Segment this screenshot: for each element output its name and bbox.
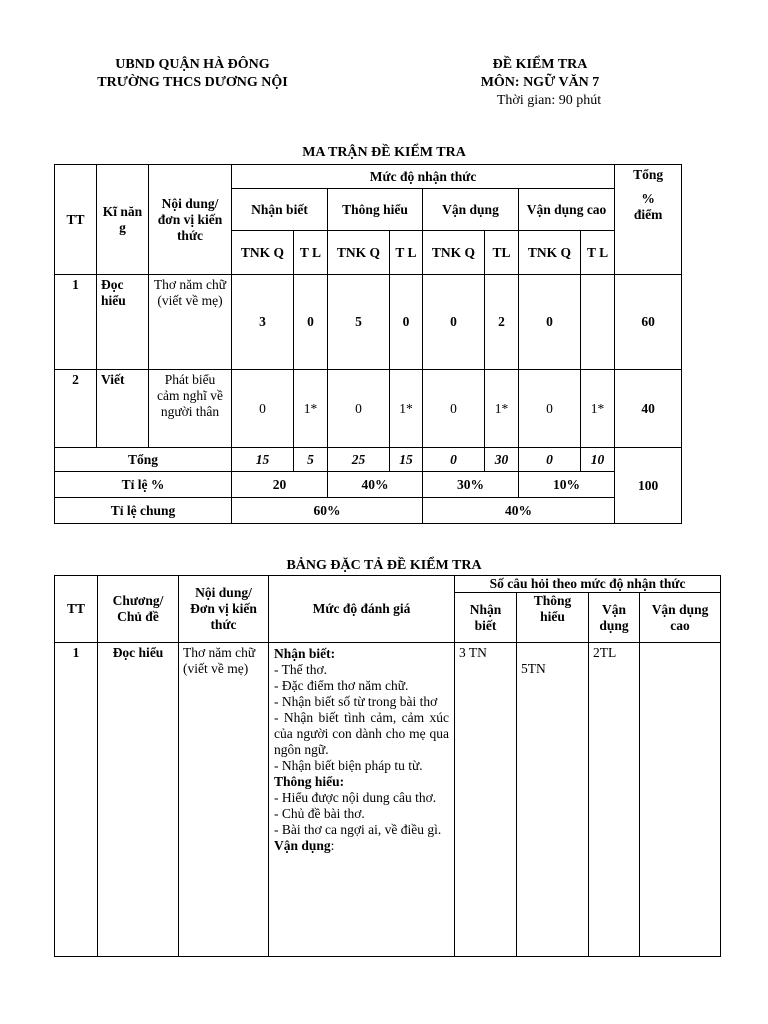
total-row — [55, 448, 682, 472]
tile-cell: 10% — [519, 472, 615, 498]
row-cell: 5 — [328, 275, 390, 370]
spec-count-vdc — [640, 643, 721, 957]
spec-row — [55, 643, 721, 957]
tong-cell: 10 — [581, 448, 615, 472]
exam-title: ĐỀ KIỂM TRA — [492, 57, 588, 72]
spec-level: Vận dụng — [589, 593, 640, 643]
exam-header — [435, 56, 645, 110]
tile-cell: 40% — [328, 472, 423, 498]
row-cell: 3 — [232, 275, 294, 370]
row-cell — [581, 275, 615, 370]
header-diem: điểm — [633, 207, 663, 222]
level-thonghieu: Thông hiểu — [328, 189, 423, 231]
row-cell: 0 — [423, 370, 485, 448]
sub-header: TNK Q — [423, 231, 485, 275]
exam-subject: MÔN: NGỮ VĂN 7 — [480, 75, 600, 90]
tile-cell: 30% — [423, 472, 519, 498]
sub-header: T L — [294, 231, 328, 275]
ratio-row — [55, 472, 682, 498]
spec-level: Vận dụng cao — [640, 593, 721, 643]
district-name: UBND QUẬN HÀ ĐÔNG — [115, 57, 270, 72]
tile-cell: 20 — [232, 472, 328, 498]
spec-count-vd: 2TL — [589, 643, 640, 957]
row-cell: 0 — [232, 370, 294, 448]
school-name: TRƯỜNG THCS DƯƠNG NỘI — [97, 75, 288, 90]
th-item: - Chủ đề bài thơ. — [274, 806, 365, 821]
row-total: 60 — [615, 275, 682, 370]
row-tt: 1 — [55, 275, 97, 370]
spec-level: Thông hiểu — [517, 593, 589, 643]
exam-duration: Thời gian: 90 phút — [496, 93, 602, 108]
spec-header-socau: Số câu hỏi theo mức độ nhận thức — [455, 576, 721, 593]
tong-label: Tổng — [55, 448, 232, 472]
row-content: Thơ năm chữ (viết về mẹ) — [149, 275, 232, 370]
vd-colon: : — [330, 838, 335, 853]
tile-label: Tỉ lệ % — [55, 472, 232, 498]
level-nhanbiet: Nhận biết — [232, 189, 328, 231]
row-total: 40 — [615, 370, 682, 448]
tong-cell: 5 — [294, 448, 328, 472]
row-tt: 2 — [55, 370, 97, 448]
header-pct: % — [641, 191, 655, 206]
row-cell: 0 — [294, 275, 328, 370]
tong-cell: 25 — [328, 448, 390, 472]
vd-line — [274, 838, 449, 854]
spec-header-mucdo: Mức độ đánh giá — [269, 576, 455, 643]
tlchung-label: Tỉ lệ chung — [55, 498, 232, 524]
row-skill: Đọc hiểu — [97, 275, 149, 370]
row-content: Phát biểu cảm nghĩ về người thân — [149, 370, 232, 448]
spec-row-chuong: Đọc hiểu — [98, 643, 179, 957]
spec-row-description — [269, 643, 455, 957]
table-row — [55, 370, 682, 448]
grand-total: 100 — [615, 448, 682, 524]
spec-row-noidung: Thơ năm chữ (viết về mẹ) — [179, 643, 269, 957]
spec-count-nb: 3 TN — [455, 643, 517, 957]
table-row — [55, 275, 682, 370]
spec-header-chuong: Chương/ Chủ đề — [98, 576, 179, 643]
matrix-title: MA TRẬN ĐỀ KIỂM TRA — [302, 145, 466, 160]
header-tt: TT — [55, 165, 97, 275]
nb-label: Nhận biết: — [274, 646, 336, 661]
spec-row-tt: 1 — [55, 643, 98, 957]
row-cell: 0 — [423, 275, 485, 370]
level-vandungcao: Vận dụng cao — [519, 189, 615, 231]
tong-cell: 15 — [232, 448, 294, 472]
school-header — [50, 56, 335, 92]
row-cell: 0 — [519, 370, 581, 448]
tong-cell: 0 — [519, 448, 581, 472]
sub-header: TNK Q — [232, 231, 294, 275]
tong-cell: 30 — [485, 448, 519, 472]
row-cell: 1* — [485, 370, 519, 448]
row-cell: 1* — [294, 370, 328, 448]
row-cell: 0 — [390, 275, 423, 370]
spec-count-th: 5TN — [517, 643, 589, 957]
row-cell: 0 — [519, 275, 581, 370]
header-noidung: Nội dung/đơn vị kiến thức — [149, 165, 232, 275]
sub-header: T L — [390, 231, 423, 275]
sub-header: TL — [485, 231, 519, 275]
sub-header: TNK Q — [328, 231, 390, 275]
row-skill: Viết — [97, 370, 149, 448]
spec-header-tt: TT — [55, 576, 98, 643]
row-cell: 0 — [328, 370, 390, 448]
sub-header: TNK Q — [519, 231, 581, 275]
row-cell: 1* — [581, 370, 615, 448]
sub-header: T L — [581, 231, 615, 275]
nb-item: - Nhận biết số từ trong bài thơ — [274, 694, 438, 709]
row-cell: 2 — [485, 275, 519, 370]
row-cell: 1* — [390, 370, 423, 448]
general-ratio-row — [55, 498, 682, 524]
th-label: Thông hiểu: — [274, 774, 345, 789]
tlchung-cell: 60% — [232, 498, 423, 524]
vd-label: Vận dụng — [274, 838, 331, 853]
nb-item: - Nhận biết tình cảm, cảm xúc của người con dành cho mẹ qua ngôn ngữ. — [274, 710, 449, 757]
header-tong-label: Tổng — [633, 167, 664, 182]
header-tong — [615, 165, 682, 275]
th-item: - Hiểu được nội dung câu thơ. — [274, 790, 437, 805]
nb-item: - Nhận biết biện pháp tu từ. — [274, 758, 423, 773]
level-vandung: Vận dụng — [423, 189, 519, 231]
spec-header-noidung: Nội dung/Đơn vị kiến thức — [179, 576, 269, 643]
tlchung-cell: 40% — [423, 498, 615, 524]
spec-title: BẢNG ĐẶC TẢ ĐỀ KIỂM TRA — [286, 558, 482, 573]
nb-item: - Thể thơ. — [274, 662, 328, 677]
header-kinang: Kĩ năn g — [97, 165, 149, 275]
nb-item: - Đặc điểm thơ năm chữ. — [274, 678, 409, 693]
spec-table — [54, 575, 721, 957]
tong-cell: 15 — [390, 448, 423, 472]
spec-level: Nhận biết — [455, 593, 517, 643]
matrix-table — [54, 164, 682, 524]
tong-cell: 0 — [423, 448, 485, 472]
th-item: - Bài thơ ca ngợi ai, về điều gì. — [274, 822, 442, 837]
header-mucdo: Mức độ nhận thức — [232, 165, 615, 189]
